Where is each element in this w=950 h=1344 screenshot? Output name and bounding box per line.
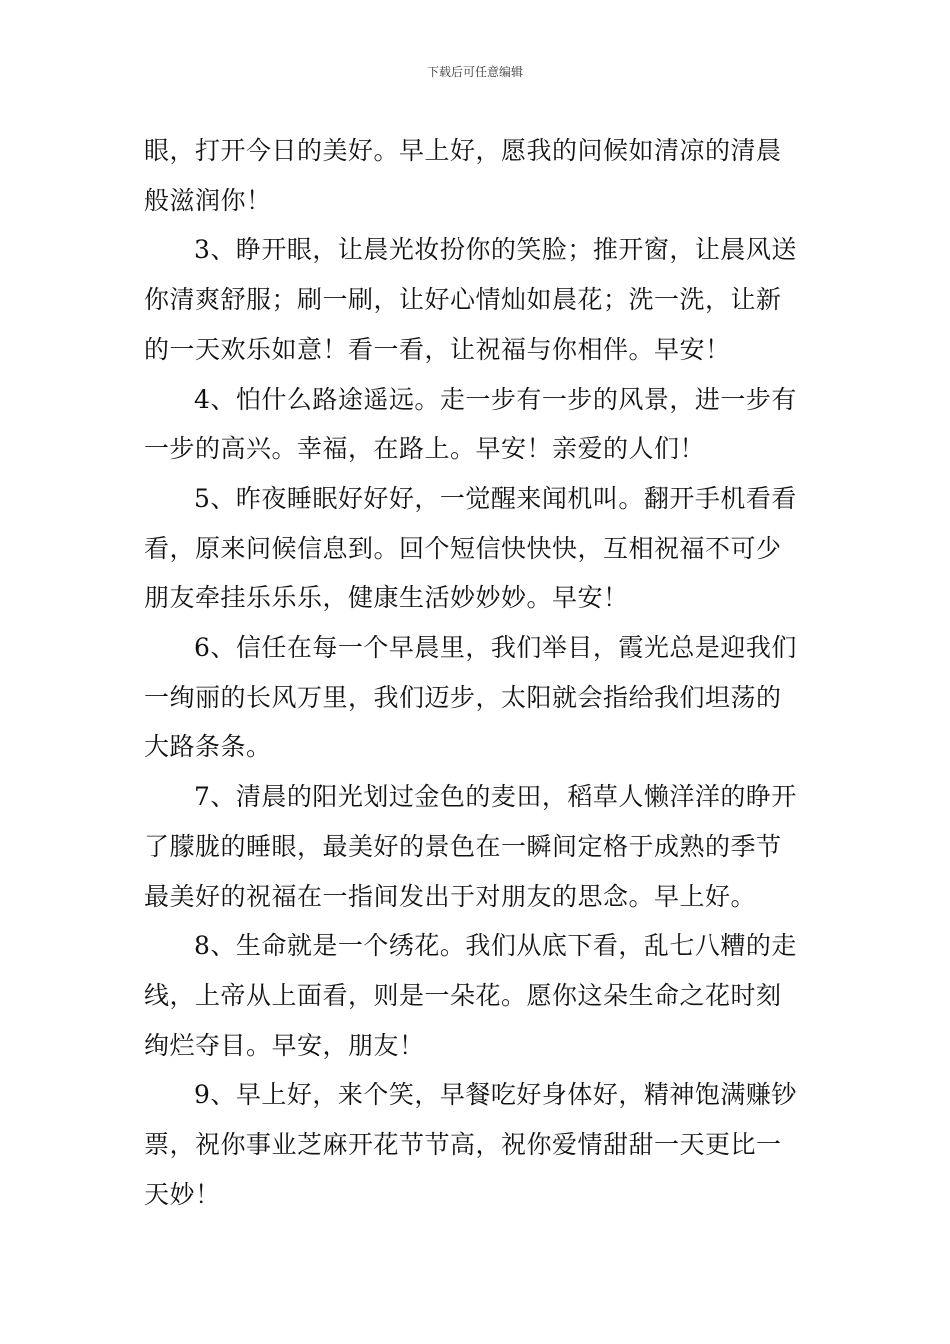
text-line: 最美好的祝福在一指间发出于对朋友的思念。早上好。 bbox=[144, 881, 757, 911]
text-line: 看，原来问候信息到。回个短信快快快，互相祝福不可少 bbox=[144, 533, 782, 563]
paragraph-item-4 bbox=[144, 375, 809, 474]
text-line: 7、清晨的阳光划过金色的麦田，稻草人懒洋洋的睁开 bbox=[194, 782, 797, 812]
text-line: 票，祝你事业芝麻开花节节高，祝你爱情甜甜一天更比一 bbox=[144, 1130, 782, 1160]
text-line: 般滋润你！ bbox=[144, 185, 272, 215]
text-line: 6、信任在每一个早晨里，我们举目，霞光总是迎我们 bbox=[194, 633, 797, 663]
text-line: 你清爽舒服；刷一刷，让好心情灿如晨花；洗一洗，让新 bbox=[144, 285, 782, 315]
text-line: 8、生命就是一个绣花。我们从底下看，乱七八糟的走 bbox=[194, 931, 797, 961]
text-line: 一步的高兴。幸福，在路上。早安！亲爱的人们！ bbox=[144, 434, 706, 464]
text-line: 5、昨夜睡眠好好好，一觉醒来闻机叫。翻开手机看看 bbox=[194, 483, 797, 513]
text-line: 了朦胧的睡眼，最美好的景色在一瞬间定格于成熟的季节 bbox=[144, 831, 782, 861]
text-line: 天妙！ bbox=[144, 1179, 221, 1209]
paragraph-item-9 bbox=[144, 1070, 809, 1219]
paragraph-item-7 bbox=[144, 772, 809, 921]
text-line: 大路条条。 bbox=[144, 732, 272, 762]
text-line: 3、睁开眼，让晨光妆扮你的笑脸；推开窗，让晨风送 bbox=[194, 235, 797, 265]
text-line: 一绚丽的长风万里，我们迈步，太阳就会指给我们坦荡的 bbox=[144, 682, 782, 712]
paragraph-item-5 bbox=[144, 474, 809, 623]
paragraph-item-6 bbox=[144, 623, 809, 772]
text-line: 的一天欢乐如意！看一看，让祝福与你相伴。早安！ bbox=[144, 334, 731, 364]
document-body bbox=[144, 126, 809, 1219]
text-line: 绚烂夺目。早安，朋友！ bbox=[144, 1030, 425, 1060]
text-line: 4、怕什么路途遥远。走一步有一步的风景，进一步有 bbox=[194, 384, 797, 414]
text-line: 眼，打开今日的美好。早上好，愿我的问候如清凉的清晨 bbox=[144, 136, 782, 165]
page-header-note: 下载后可任意编辑 bbox=[426, 65, 523, 79]
paragraph-item-3 bbox=[144, 225, 809, 374]
paragraph-item-8 bbox=[144, 921, 809, 1070]
text-line: 朋友牵挂乐乐乐，健康生活妙妙妙。早安！ bbox=[144, 583, 629, 613]
text-line: 线，上帝从上面看，则是一朵花。愿你这朵生命之花时刻 bbox=[144, 980, 782, 1010]
paragraph-continuation bbox=[144, 126, 809, 225]
text-line: 9、早上好，来个笑，早餐吃好身体好，精神饱满赚钞 bbox=[194, 1080, 797, 1110]
